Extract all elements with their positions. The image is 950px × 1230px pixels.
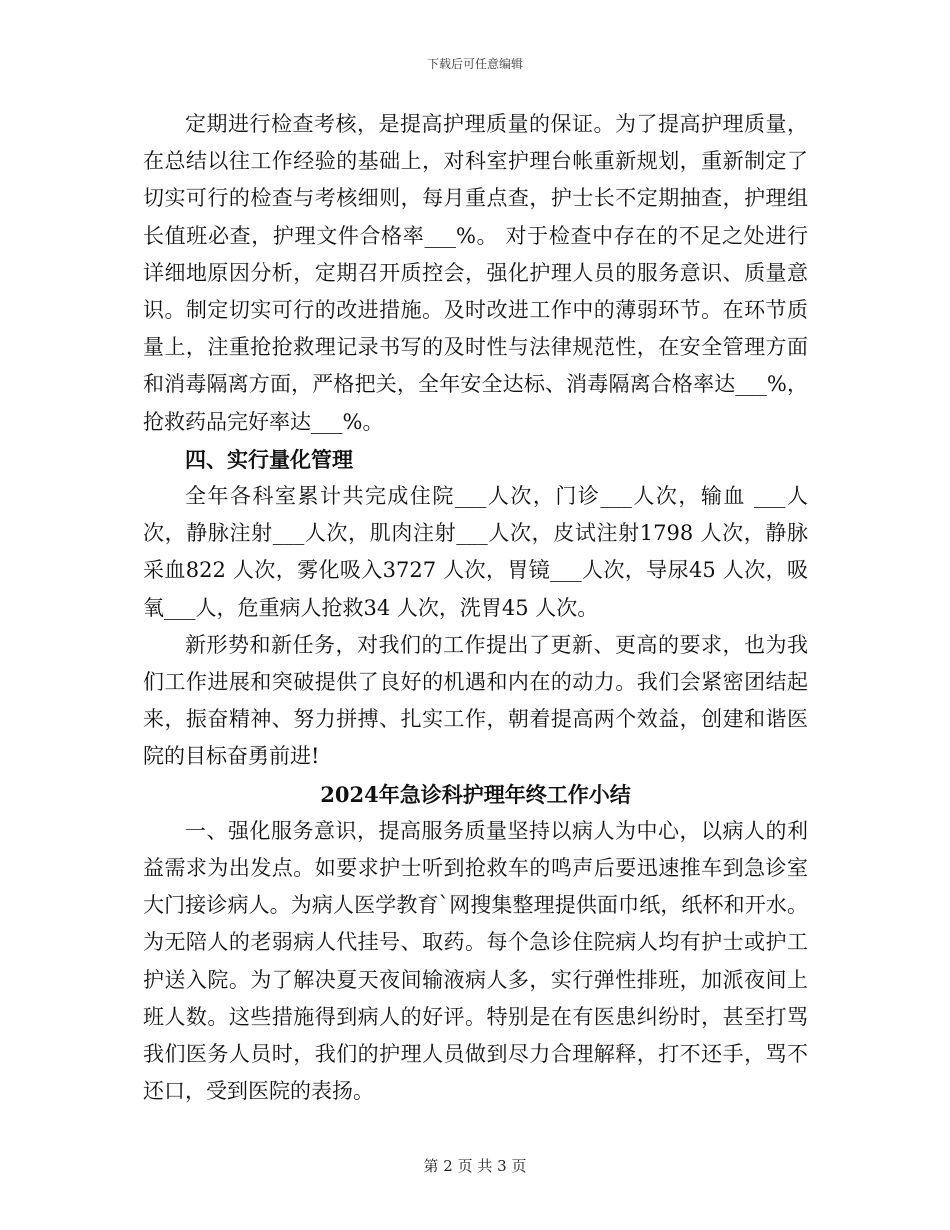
document-body — [143, 106, 808, 1110]
document-title: 2024年急诊科护理年终工作小结 — [320, 781, 631, 807]
paragraph-inspection: 定期进行检查考核，是提高护理质量的保证。为了提高护理质量，在总结以往工作经验的基础上，对科室护理台帐重新规划，重新制定了切实可行的检查与考核细则，每月重点查，护士长不定期抽查，护理组长值班必查，护理文件合格率___%。 对于检查中存在的不足之处进行详细地原因分析，定期召开质控会，强化护理人员的服务意识、质量意识。制定切实可行的改进措施。及时改进工作中的薄弱环节。在环节质量上，注重抢抢救理记录书写的及时性与法律规范性，在安全管理方面和消毒隔离方面，严格把关，全年安全达标、消毒隔离合格率达___%，抢救药品完好率达___%。 — [143, 112, 808, 434]
paragraph-statistics: 全年各科室累计共完成住院___人次，门诊___人次，输血 ___人次，静脉注射___人次，肌肉注射___人次，皮试注射1798 人次，静脉采血822 人次，雾化吸入3727 人次，胃镜___人次，导尿45 人次，吸氧___人，危重病人抢救34 人次，洗胃45 人次。 — [143, 484, 808, 620]
paragraph-service-awareness: 一、强化服务意识，提高服务质量坚持以病人为中心，以病人的利益需求为出发点。如要求护士听到抢救车的鸣声后要迅速推车到急诊室大门接诊病人。为病人医学教育`网搜集整理提供面巾纸，纸杯和开水。为无陪人的老弱病人代挂号、取药。每个急诊住院病人均有护士或护工护送入院。为了解决夏天夜间输液病人多，实行弹性排班，加派夜间上班人数。这些措施得到病人的好评。特别是在有医患纠纷时，甚至打骂我们医务人员时，我们的护理人员做到尽力合理解释，打不还手，骂不还口，受到医院的表扬。 — [143, 818, 808, 1104]
section-heading-quantified-management: 四、实行量化管理 — [185, 446, 353, 472]
page-indicator: 第 2 页 共 3 页 — [423, 1157, 527, 1175]
header-note: 下载后可任意编辑 — [426, 57, 523, 71]
paragraph-outlook: 新形势和新任务，对我们的工作提出了更新、更高的要求，也为我们工作进展和突破提供了良好的机遇和内在的动力。我们会紧密团结起来，振奋精神、努力拼搏、扎实工作，朝着提高两个效益，创建和谐医院的目标奋勇前进! — [143, 632, 808, 769]
